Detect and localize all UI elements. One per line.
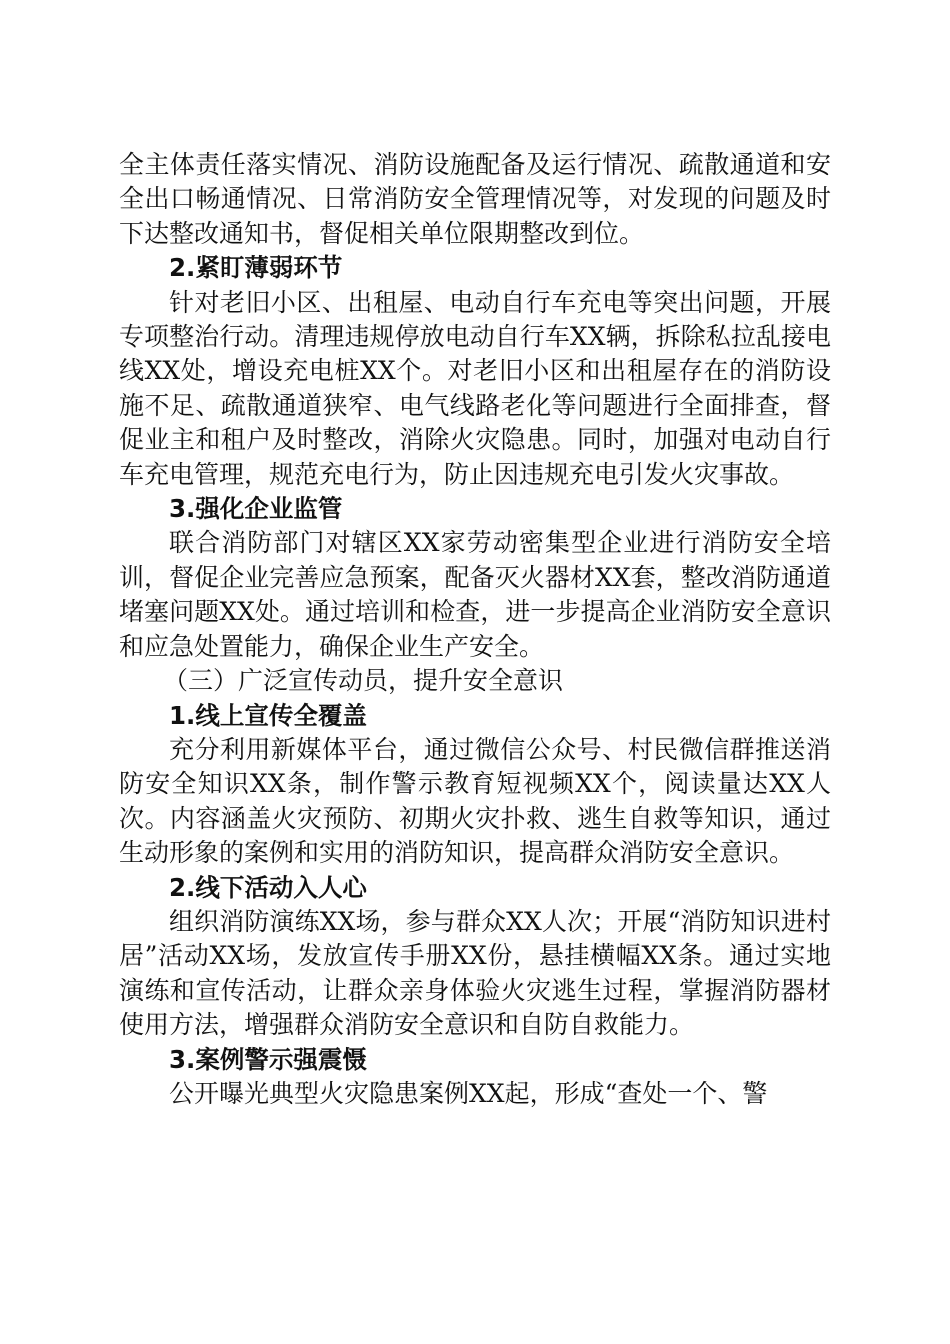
section-heading-enterprise-supervision: 3.强化企业监管 [169, 494, 343, 524]
section-heading-case-warning: 3.案例警示强震慑 [169, 1044, 367, 1074]
section-heading-publicity: （三）广泛宣传动员，提升安全意识 [163, 666, 564, 696]
section-heading-weak-links: 2.紧盯薄弱环节 [169, 253, 343, 283]
section-heading-offline-activities: 2.线下活动入人心 [169, 872, 367, 902]
paragraph-weak-links: 针对老旧小区、出租屋、电动自行车充电等突出问题，开展专项整治行动。清理违规停放电动自行车XX辆，拆除私拉乱接电线XX处，增设充电桩XX个。对老旧小区和出租屋存在的消防设施不足、疏散通道狭窄、电气线路老化等问题进行全面排查，督促业主和租户及时整改，消除火灾隐患。同时，加强对电动自行车充电管理，规范充电行为，防止因违规充电引发火灾事故。 [119, 287, 831, 489]
paragraph-online-publicity: 充分利用新媒体平台，通过微信公众号、村民微信群推送消防安全知识XX条，制作警示教育短视频XX个，阅读量达XX人次。内容涵盖火灾预防、初期火灾扑救、逃生自救等知识，通过生动形象的案例和实用的消防知识，提高群众消防安全意识。 [119, 734, 831, 868]
paragraph-enterprise-supervision: 联合消防部门对辖区XX家劳动密集型企业进行消防安全培训，督促企业完善应急预案，配备灭火器材XX套，整改消防通道堵塞问题XX处。通过培训和检查，进一步提高企业消防安全意识和应急处置能力，确保企业生产安全。 [119, 528, 831, 661]
paragraph-offline-activities: 组织消防演练XX场，参与群众XX人次；开展“消防知识进村居”活动XX场，发放宣传手册XX份，悬挂横幅XX条。通过实地演练和宣传活动，让群众亲身体验火灾逃生过程，掌握消防器材使用方法，增强群众消防安全意识和自防自救能力。 [119, 906, 831, 1040]
section-heading-online-publicity: 1.线上宣传全覆盖 [169, 700, 367, 730]
document-body [119, 148, 831, 1111]
paragraph-continued: 全主体责任落实情况、消防设施配备及运行情况、疏散通道和安全出口畅通情况、日常消防安全管理情况等，对发现的问题及时下达整改通知书，督促相关单位限期整改到位。 [119, 150, 831, 248]
paragraph-case-warning: 公开曝光典型火灾隐患案例XX起，形成“查处一个、警 [169, 1078, 768, 1108]
